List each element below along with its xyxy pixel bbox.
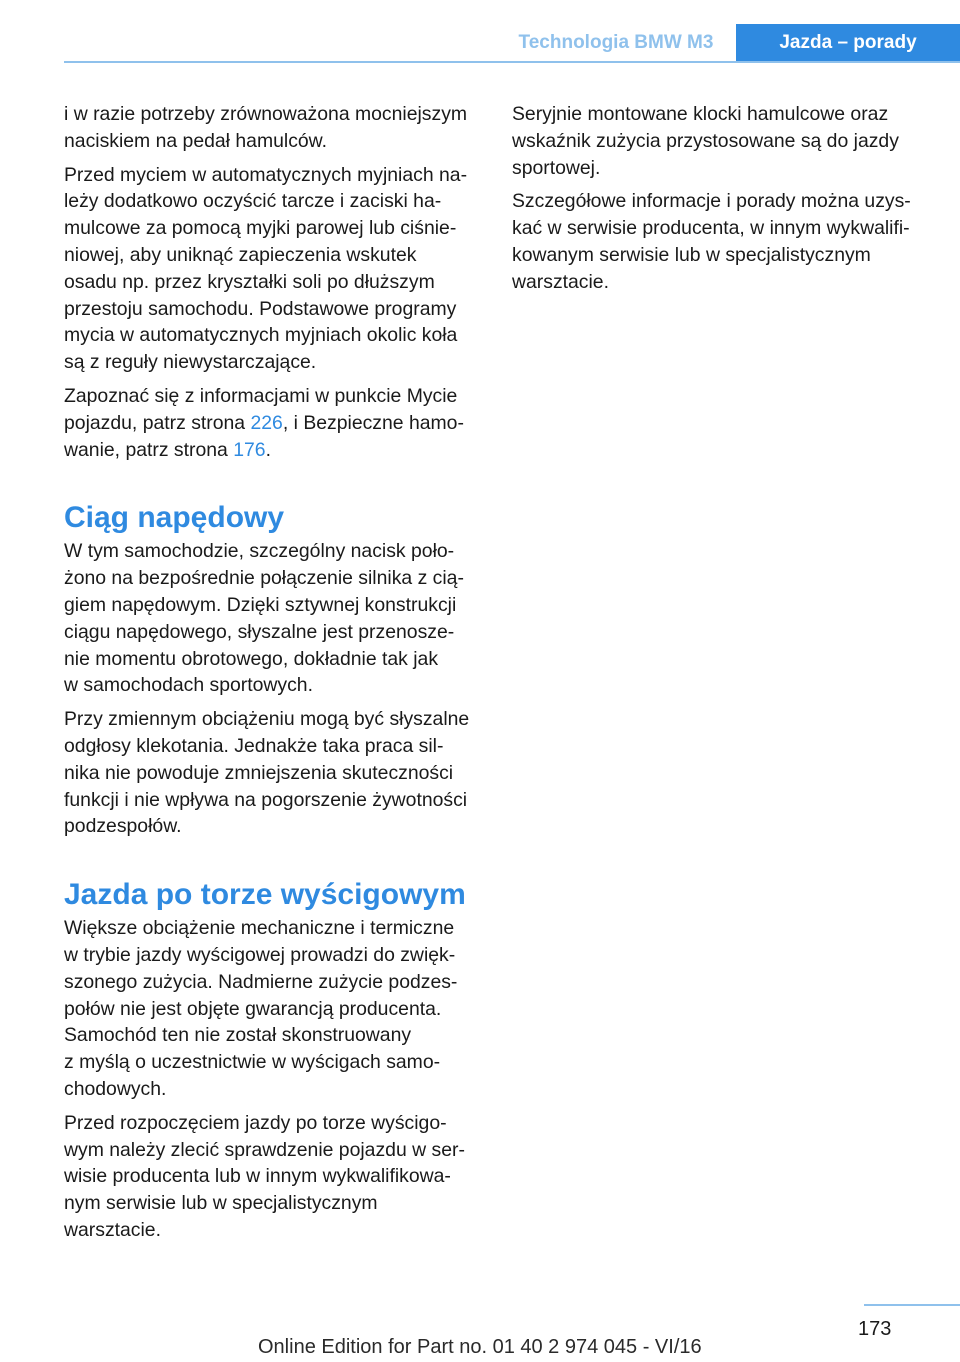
paragraph-cross-reference: Zapoznać się z informacjami w punkcie Mycie pojazdu, patrz strona 226, i Bezpieczne hamo‐ wanie, patrz strona 176. xyxy=(64,384,464,461)
paragraph-brake-pads: Seryjnie montowane klocki hamulcowe oraz wskaźnik zużycia przystosowane są do jazdy sportowej. xyxy=(512,103,899,179)
paragraph-service-info: Szczegółowe informacje i porady można uzys‐ kać w serwisie producenta, w innym wykwalifi‐ kowanym serwisie lub w specjalistycznym warsztacie. xyxy=(512,190,911,293)
header-chapter-tab: Jazda – porady xyxy=(736,24,960,62)
paragraph-washing: Przed myciem w automatycznych myjniach na‐ leży dodatkowo oczyścić tarcze i zaciski ha‐ mulcowe za pomocą myjki parowej lub ciśnie‐ niowej, aby uniknąć zapieczenia wskutek osadu np. przez kryształki soli po dłuższym przestoju samochodu. Podstawowe programy mycia w automatycznych myjniach okolic koła są z reguły niewystarczające. xyxy=(64,163,468,374)
header-section-tab: Technologia BMW M3 xyxy=(518,32,714,53)
paragraph-race-wear: Większe obciążenie mechaniczne i termiczne w trybie jazdy wyścigowej prowadzi do zwięk‐ szonego zużycia. Nadmierne zużycie podzes‐ połów nie jest objęte gwarancją producenta. Samochód ten nie został skonstruowany z myślą o uczestnictwie w wyścigach samo‐ chodowych. xyxy=(64,917,458,1100)
paragraph-rattling: Przy zmiennym obciążeniu mogą być słyszalne odgłosy klekotania. Jednakże taka praca sil‐ nika nie powoduje zmniejszenia skuteczności funkcji i nie wpływa na pogorszenie żywotności podzespołów. xyxy=(64,708,470,838)
page-link-226[interactable]: 226 xyxy=(250,411,283,434)
paragraph-race-inspection: Przed rozpoczęciem jazdy po torze wyścigo‐ wym należy zlecić sprawdzenie pojazdu w ser‐ wisie producenta lub w innym wykwalifikowa‐ nym serwisie lub w specjalistycznym warsztacie. xyxy=(64,1111,465,1241)
left-column xyxy=(64,101,480,1251)
section-heading-drivetrain: Ciąg napędowy xyxy=(64,501,285,535)
paragraph-brake-balance: i w razie potrzeby zrównoważona mocniejszym naciskiem na pedał hamulców. xyxy=(64,103,468,152)
edition-note: Online Edition for Part no. 01 40 2 974 045 - VI/16 xyxy=(258,1336,702,1358)
right-column xyxy=(512,101,922,303)
page-link-176[interactable]: 176 xyxy=(233,438,266,461)
header-divider xyxy=(64,61,960,63)
footer-divider xyxy=(864,1304,960,1306)
section-heading-race-track: Jazda po torze wyścigowym xyxy=(64,878,466,912)
page-number: 173 xyxy=(858,1318,892,1340)
paragraph-drivetrain: W tym samochodzie, szczególny nacisk poło‐ żono na bezpośrednie połączenie silnika z cią‐ giem napędowym. Dzięki sztywnej konstrukcji ciągu napędowego, słyszalne jest przenosze‐ nie momentu obrotowego, dokładnie tak jak w samochodach sportowych. xyxy=(64,540,464,697)
